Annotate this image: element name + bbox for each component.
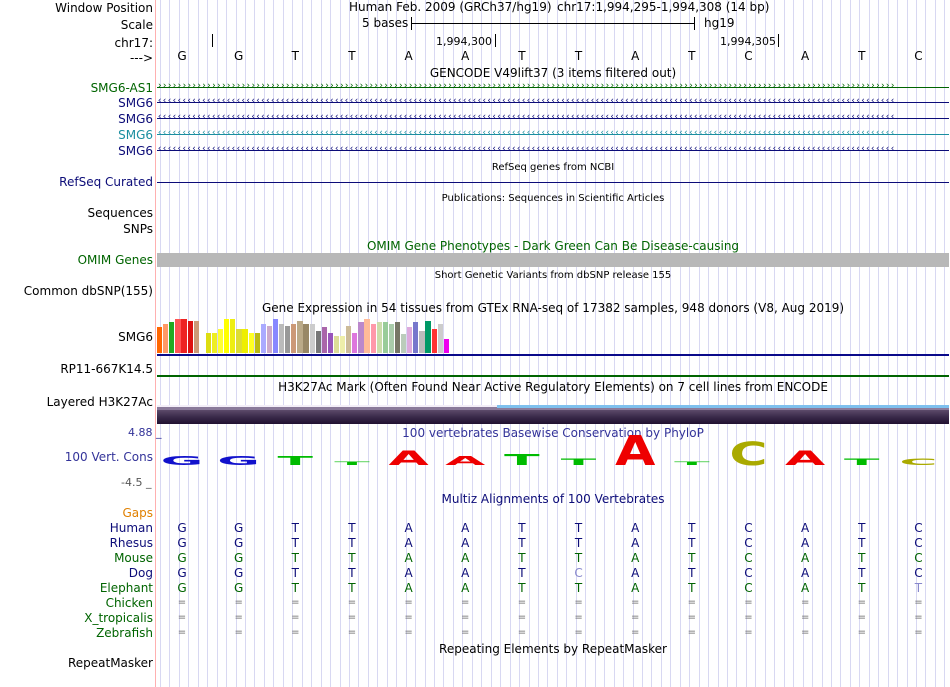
alignment-base: T xyxy=(348,521,356,535)
alignment-base: A xyxy=(801,521,810,535)
publications-track-title[interactable]: Publications: Sequences in Scientific Articles xyxy=(441,193,665,204)
alignment-base: T xyxy=(688,566,696,580)
alignment-base: C xyxy=(744,551,753,565)
alignment-base: = xyxy=(574,597,583,608)
alignment-base: T xyxy=(688,551,696,565)
alignment-base: = xyxy=(630,612,640,623)
scale-db-text: hg19 xyxy=(704,16,735,30)
alignment-base: T xyxy=(291,536,299,550)
alignment-base: A xyxy=(461,551,470,565)
gene-label-smg6-as1[interactable]: SMG6-AS1 xyxy=(90,81,153,95)
alignment-base: G xyxy=(233,566,244,580)
dbsnp-track-title[interactable]: Short Genetic Variants from dbSNP release 155 xyxy=(434,270,672,281)
phylop-letter: T xyxy=(674,461,710,467)
rp11-label[interactable]: RP11-667K14.5 xyxy=(60,362,153,376)
alignment-base: T xyxy=(348,551,356,565)
dna-base: T xyxy=(348,49,356,63)
phylop-letter: T xyxy=(560,456,597,468)
alignment-base: A xyxy=(631,551,640,565)
alignment-base: T xyxy=(518,551,526,565)
alignment-base: G xyxy=(177,551,187,565)
alignment-base: T xyxy=(858,536,866,550)
phylop-letter: A xyxy=(445,453,486,469)
cons-label[interactable]: 100 Vert. Cons xyxy=(64,450,153,464)
dna-base: T xyxy=(574,49,583,63)
dna-base: T xyxy=(858,49,866,63)
alignment-base: = xyxy=(857,627,866,638)
alignment-base: A xyxy=(461,521,470,535)
gene-label-smg6-1[interactable]: SMG6 xyxy=(118,96,153,110)
species-label[interactable]: X_tropicalis xyxy=(84,611,153,625)
dna-base: A xyxy=(631,49,640,63)
alignment-base: A xyxy=(801,551,810,565)
alignment-base: C xyxy=(914,566,923,580)
alignment-base: A xyxy=(631,581,640,595)
gene-label-smg6-3[interactable]: SMG6 xyxy=(118,128,153,142)
alignment-base: = xyxy=(630,627,640,638)
alignment-base: = xyxy=(291,627,300,638)
dna-base: G xyxy=(177,49,187,63)
alignment-base: G xyxy=(233,521,244,535)
alignment-base: T xyxy=(291,581,299,595)
alignment-base: A xyxy=(801,581,810,595)
alignment-base: = xyxy=(461,627,470,638)
omim-genes-label[interactable]: OMIM Genes xyxy=(77,253,153,267)
alignment-base: T xyxy=(291,521,299,535)
alignment-base: = xyxy=(517,597,527,608)
alignment-base: C xyxy=(914,551,923,565)
alignment-base: = xyxy=(177,627,187,638)
refseq-track-title[interactable]: RefSeq genes from NCBI xyxy=(491,162,615,173)
scale-text: 5 bases xyxy=(362,16,409,30)
alignment-base: T xyxy=(688,536,696,550)
gaps-label[interactable]: Gaps xyxy=(122,506,153,520)
alignment-base: T xyxy=(348,536,356,550)
phylop-letter: C xyxy=(899,456,938,468)
alignment-base: = xyxy=(574,612,583,623)
alignment-base: G xyxy=(233,581,244,595)
alignment-base: = xyxy=(291,612,300,623)
phylop-track-title[interactable]: 100 vertebrates Basewise Conservation by PhyloP xyxy=(402,426,704,440)
alignment-base: = xyxy=(234,597,243,608)
dna-base: A xyxy=(404,49,413,63)
alignment-base: = xyxy=(914,627,923,638)
alignment-base: C xyxy=(744,521,753,535)
alignment-base: = xyxy=(744,597,753,608)
phylop-letter: T xyxy=(844,456,880,468)
alignment-base: = xyxy=(234,627,243,638)
alignment-base: T xyxy=(518,581,526,595)
alignment-base: T xyxy=(914,581,923,595)
alignment-base: = xyxy=(404,627,413,638)
species-label[interactable]: Rhesus xyxy=(109,536,153,550)
refseq-curated-label[interactable]: RefSeq Curated xyxy=(59,175,153,189)
chrom-label: chr17: xyxy=(114,36,153,50)
species-label[interactable]: Elephant xyxy=(99,581,153,595)
alignment-base: A xyxy=(801,536,810,550)
phylop-letter: A xyxy=(615,427,656,475)
alignment-base: = xyxy=(347,612,357,623)
phylop-letter: T xyxy=(277,453,314,469)
alignment-base: C xyxy=(744,566,753,580)
strand-chevrons: ›››››››››››››››››››››››››››››››››››››››››››››››››››››››››››››››››››››››››››››››››››››››››››››››››››››››››››››››››››››››››››››››››››››››››››››››››››››› xyxy=(157,82,895,91)
alignment-base: A xyxy=(404,551,413,565)
alignment-base: T xyxy=(291,566,299,580)
alignment-base: C xyxy=(744,581,753,595)
strand-chevrons: ‹‹‹‹‹‹‹‹‹‹‹‹‹‹‹‹‹‹‹‹‹‹‹‹‹‹‹‹‹‹‹‹‹‹‹‹‹‹‹‹‹‹‹‹‹‹‹‹‹‹‹‹‹‹‹‹‹‹‹‹‹‹‹‹‹‹‹‹‹‹‹‹‹‹‹‹‹‹‹‹‹‹‹‹‹‹‹‹‹‹‹‹‹‹‹‹‹‹‹‹‹‹‹‹‹‹‹‹‹‹‹‹‹‹‹‹‹‹‹‹‹‹‹‹‹‹‹‹‹‹‹‹‹‹‹‹‹‹‹‹‹‹‹‹‹‹‹‹‹‹ xyxy=(157,145,895,154)
alignment-base: T xyxy=(858,551,866,565)
alignment-base: = xyxy=(404,597,413,608)
phylop-letter: A xyxy=(785,447,826,470)
alignment-base: A xyxy=(631,521,640,535)
alignment-base: A xyxy=(631,566,640,580)
phylop-letter: T xyxy=(504,451,540,469)
alignment-base: G xyxy=(177,536,187,550)
alignment-base: C xyxy=(914,536,923,550)
alignment-base: C xyxy=(744,536,753,550)
alignment-base: T xyxy=(291,551,299,565)
common-dbsnp-label[interactable]: Common dbSNP(155) xyxy=(23,284,153,298)
gene-label-smg6-2[interactable]: SMG6 xyxy=(118,112,153,126)
strand-chevrons: ‹‹‹‹‹‹‹‹‹‹‹‹‹‹‹‹‹‹‹‹‹‹‹‹‹‹‹‹‹‹‹‹‹‹‹‹‹‹‹‹‹‹‹‹‹‹‹‹‹‹‹‹‹‹‹‹‹‹‹‹‹‹‹‹‹‹‹‹‹‹‹‹‹‹‹‹‹‹‹‹‹‹‹‹‹‹‹‹‹‹‹‹‹‹‹‹‹‹‹‹‹‹‹‹‹‹‹‹‹‹‹‹‹‹‹‹‹‹‹‹‹‹‹‹‹‹‹‹‹‹‹‹‹‹‹‹‹‹‹‹‹‹‹‹‹‹‹‹‹‹ xyxy=(157,97,895,106)
alignment-base: T xyxy=(574,536,583,550)
gene-label-smg6-4[interactable]: SMG6 xyxy=(118,144,153,158)
species-label[interactable]: Chicken xyxy=(105,596,153,610)
alignment-base: T xyxy=(688,581,696,595)
alignment-base: A xyxy=(461,536,470,550)
alignment-base: = xyxy=(744,627,753,638)
alignment-base: = xyxy=(347,597,357,608)
alignment-base: = xyxy=(517,627,527,638)
alignment-base: T xyxy=(688,521,696,535)
phylop-letter: T xyxy=(334,461,370,467)
ruler-pos-2: 1,994,305 xyxy=(720,35,776,48)
alignment-base: T xyxy=(518,566,526,580)
position-text[interactable]: chr17:1,994,295-1,994,308 (14 bp) xyxy=(557,0,770,14)
alignment-base: T xyxy=(348,581,356,595)
species-label[interactable]: Zebrafish xyxy=(96,626,153,640)
alignment-base: = xyxy=(800,627,810,638)
alignment-base: G xyxy=(233,551,244,565)
alignment-base: = xyxy=(234,612,243,623)
alignment-base: T xyxy=(574,551,583,565)
alignment-base: = xyxy=(800,612,810,623)
alignment-base: = xyxy=(857,612,866,623)
cons-min-label: -4.5 _ xyxy=(121,476,152,489)
alignment-base: = xyxy=(347,627,357,638)
alignment-base: = xyxy=(857,597,866,608)
alignment-base: T xyxy=(858,521,866,535)
cons-max-label: 4.88 _ xyxy=(128,426,162,439)
alignment-base: = xyxy=(630,597,640,608)
alignment-base: = xyxy=(291,597,300,608)
alignment-base: T xyxy=(518,536,526,550)
alignment-base: A xyxy=(801,566,810,580)
alignment-base: A xyxy=(461,566,470,580)
alignment-base: = xyxy=(687,597,697,608)
gtex-track-title[interactable]: Gene Expression in 54 tissues from GTEx RNA-seq of 17382 samples, 948 donors (V8, Aug 2019) xyxy=(261,301,845,315)
alignment-base: T xyxy=(858,566,866,580)
alignment-base: = xyxy=(404,612,413,623)
alignment-base: = xyxy=(461,597,470,608)
phylop-letter: G xyxy=(160,453,204,469)
alignment-base: T xyxy=(574,521,583,535)
alignment-base: C xyxy=(574,566,583,580)
layered-h3k27ac-label[interactable]: Layered H3K27Ac xyxy=(46,395,153,409)
alignment-base: = xyxy=(177,612,187,623)
assembly-text: Human Feb. 2009 (GRCh37/hg19) xyxy=(349,0,552,14)
strand-arrow-label: ---> xyxy=(129,51,153,65)
alignment-base: T xyxy=(518,521,526,535)
alignment-base: = xyxy=(914,612,923,623)
alignment-base: = xyxy=(687,612,697,623)
ruler-pos-1: 1,994,300 xyxy=(436,35,492,48)
alignment-base: A xyxy=(404,536,413,550)
alignment-base: A xyxy=(461,581,470,595)
dna-base: T xyxy=(688,49,696,63)
omim-track-title[interactable]: OMIM Gene Phenotypes - Dark Green Can Be Disease-causing xyxy=(366,239,740,253)
phylop-letter: A xyxy=(388,447,429,470)
gencode-track-title[interactable]: GENCODE V49lift37 (3 items filtered out) xyxy=(429,66,677,80)
scale-label: Scale xyxy=(120,18,153,32)
h3k27ac-track-title[interactable]: H3K27Ac Mark (Often Found Near Active Regulatory Elements) on 7 cell lines from ENCODE xyxy=(278,380,828,394)
alignment-base: T xyxy=(858,581,866,595)
alignment-base: = xyxy=(574,627,583,638)
alignment-base: = xyxy=(461,612,470,623)
strand-chevrons: ‹‹‹‹‹‹‹‹‹‹‹‹‹‹‹‹‹‹‹‹‹‹‹‹‹‹‹‹‹‹‹‹‹‹‹‹‹‹‹‹‹‹‹‹‹‹‹‹‹‹‹‹‹‹‹‹‹‹‹‹‹‹‹‹‹‹‹‹‹‹‹‹‹‹‹‹‹‹‹‹‹‹‹‹‹‹‹‹‹‹‹‹‹‹‹‹‹‹‹‹‹‹‹‹‹‹‹‹‹‹‹‹‹‹‹‹‹‹‹‹‹‹‹‹‹‹‹‹‹‹‹‹‹‹‹‹‹‹‹‹‹‹‹‹‹‹‹‹‹‹ xyxy=(157,113,895,122)
species-label[interactable]: Dog xyxy=(128,566,153,580)
multiz-track-title[interactable]: Multiz Alignments of 100 Vertebrates xyxy=(441,492,665,506)
alignment-base: A xyxy=(404,566,413,580)
alignment-base: = xyxy=(517,612,527,623)
repeatmasker-track-title[interactable]: Repeating Elements by RepeatMasker xyxy=(439,642,667,656)
dna-base: C xyxy=(914,49,923,63)
alignment-base: G xyxy=(177,566,187,580)
species-label[interactable]: Mouse xyxy=(114,551,153,565)
alignment-base: = xyxy=(914,597,923,608)
alignment-base: G xyxy=(177,581,187,595)
dna-base: C xyxy=(744,49,753,63)
alignment-base: T xyxy=(574,581,583,595)
species-label[interactable]: Human xyxy=(109,521,153,535)
alignment-base: = xyxy=(687,627,697,638)
repeatmasker-label[interactable]: RepeatMasker xyxy=(67,656,153,670)
sequences-label[interactable]: Sequences xyxy=(87,206,153,220)
dna-base: A xyxy=(461,49,470,63)
alignment-base: T xyxy=(348,566,356,580)
alignment-base: = xyxy=(800,597,810,608)
strand-chevrons: ‹‹‹‹‹‹‹‹‹‹‹‹‹‹‹‹‹‹‹‹‹‹‹‹‹‹‹‹‹‹‹‹‹‹‹‹‹‹‹‹‹‹‹‹‹‹‹‹‹‹‹‹‹‹‹‹‹‹‹‹‹‹‹‹‹‹‹‹‹‹‹‹‹‹‹‹‹‹‹‹‹‹‹‹‹‹‹‹‹‹‹‹‹‹‹‹‹‹‹‹‹‹‹‹‹‹‹‹‹‹‹‹‹‹‹‹‹‹‹‹‹‹‹‹‹‹‹‹‹‹‹‹‹‹‹‹‹‹‹‹‹‹‹‹‹‹‹‹‹‹ xyxy=(157,129,895,138)
alignment-base: A xyxy=(631,536,640,550)
alignment-base: A xyxy=(404,521,413,535)
dna-base: G xyxy=(233,49,244,63)
alignment-base: A xyxy=(404,581,413,595)
phylop-letter: G xyxy=(217,453,260,469)
alignment-base: = xyxy=(177,597,187,608)
window-position-label: Window Position xyxy=(55,1,153,15)
dna-base: A xyxy=(801,49,810,63)
alignment-base: C xyxy=(914,521,923,535)
alignment-base: G xyxy=(177,521,187,535)
alignment-base: = xyxy=(744,612,753,623)
gtex-smg6-label[interactable]: SMG6 xyxy=(118,330,153,344)
dna-base: T xyxy=(291,49,299,63)
phylop-letter: C xyxy=(729,436,768,474)
dna-base: T xyxy=(518,49,526,63)
alignment-base: G xyxy=(233,536,244,550)
snps-label[interactable]: SNPs xyxy=(123,222,153,236)
